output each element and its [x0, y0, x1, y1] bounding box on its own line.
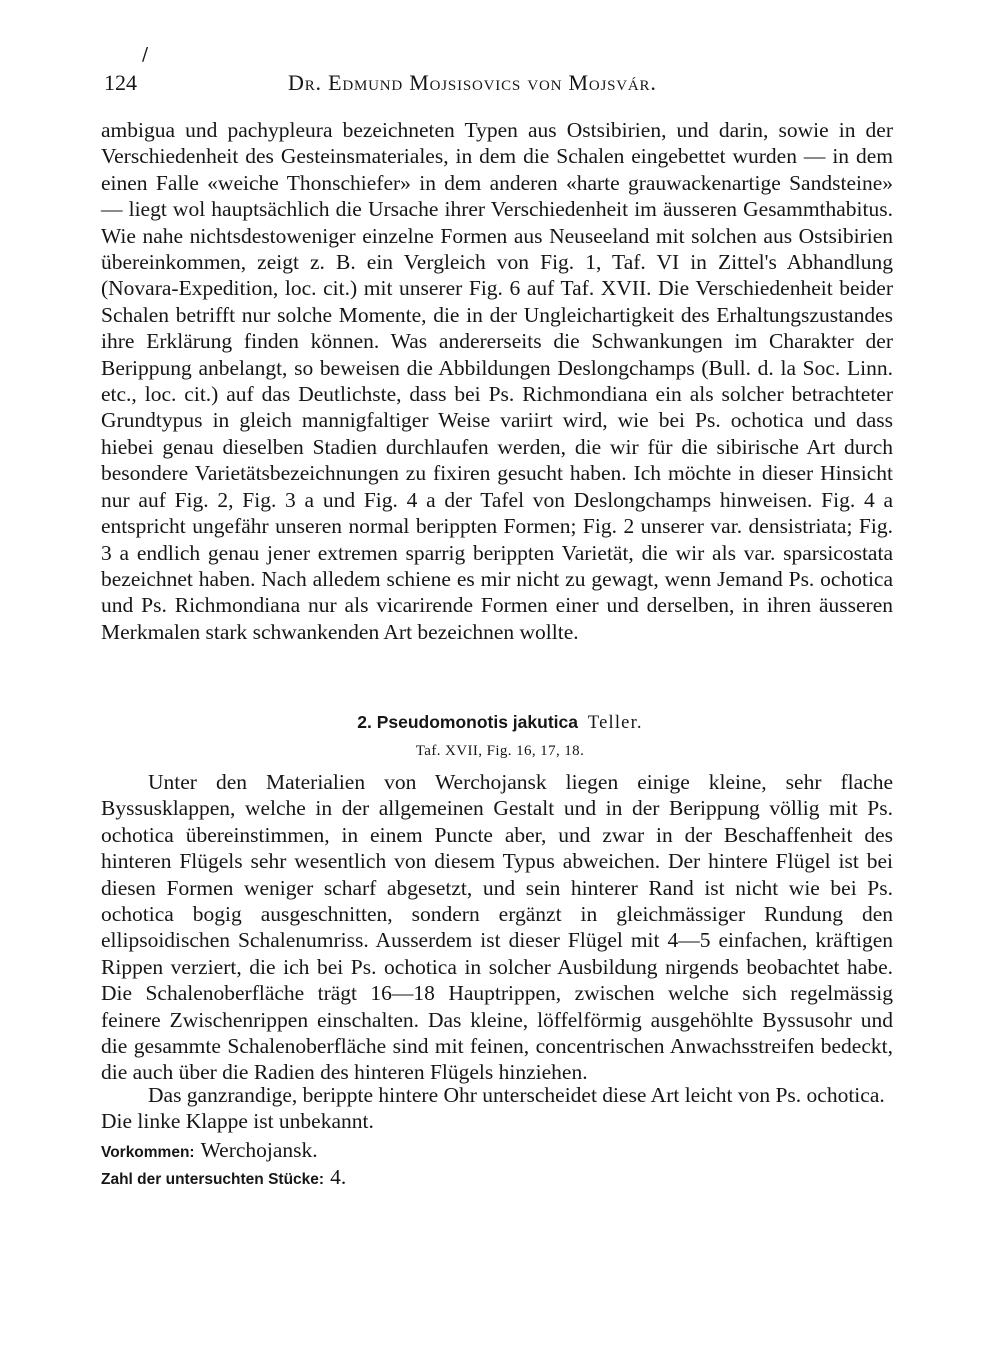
paragraph-continued: ambigua und pachypleura bezeichneten Typen aus Ostsibirien, und darin, sowie in der Verschiedenheit des Gesteinsmateriales, in dem die Schalen eingebettet wurden — in dem einen Falle «weiche Thonschiefer» in dem anderen «harte grauwackenartige Sandsteine» — liegt wol hauptsächlich die Ursache ihrer Verschiedenheit im äusseren Gesammthabitus. Wie nahe nichtsdestoweniger einzelne Formen aus Neuseeland mit solchen aus Ostsibirien übereinkommen, zeigt z. B. ein Vergleich von Fig. 1, Taf. VI in Zittel's Abhandlung (Novara-Expedition, loc. cit.) mit unserer Fig. 6 auf Taf. XVII. Die Verschiedenheit beider Schalen betrifft nur solche Momente, die in der Ungleichartigkeit des Erhaltungszustandes ihre Erklärung finden können. Was andererseits die Schwankungen im Charakter der Berippung anbelangt, so beweisen die Abbildungen Deslongchamps (Bull. d. la Soc. Linn. etc., loc. cit.) auf das Deutlichste, dass bei Ps. Richmondiana ein als solcher betrachteter Grundtypus in gleich mannigfaltiger Weise variirt wird, wie bei Ps. ochotica und dass hiebei genau dieselben Stadien durchlaufen werden, die wir für die sibirische Art durch besondere Varietätsbezeichnungen zu fixiren gesucht haben. Ich möchte in dieser Hinsicht nur auf Fig. 2, Fig. 3 a und Fig. 4 a der Tafel von Deslongchamps hinweisen. Fig. 4 a entspricht ungefähr unseren normal berippten Formen; Fig. 2 unserer var. densistriata; Fig. 3 a endlich genau jener extremen sparrig berippten Varietät, die wir als var. sparsicostata bezeichnet haben. Nach alledem schiene es mir nicht zu gewagt, wenn Jemand Ps. ochotica und Ps. Richmondiana nur als vicarirende Formen einer und derselben, in ihren äusseren Merkmalen stark schwankenden Art bezeichnen wollte.	[101, 118, 893, 644]
specimen-count-label: Zahl der untersuchten Stücke:	[101, 1171, 325, 1188]
distinction-paragraph: Das ganzrandige, berippte hintere Ohr unterscheidet diese Art leicht von Ps. ochotica. Die linke Klappe ist unbekannt.	[101, 1083, 885, 1134]
running-title: Dr. Edmund Mojsisovics von Mojsvár.	[288, 70, 657, 95]
page-number: 124	[104, 70, 137, 95]
section-heading	[0, 712, 1000, 734]
plate-reference: Taf. XVII, Fig. 16, 17, 18.	[415, 743, 585, 759]
description-paragraph: Unter den Materialien von Werchojansk liegen einige kleine, sehr flache Byssusklappen, welche in der allgemeinen Gestalt und in der Berippung völlig mit Ps. ochotica übereinstimmen, in einem Puncte aber, und zwar in der Beschaffenheit des hinteren Flügels sehr wesentlich von diesem Typus abweichen. Der hintere Flügel ist bei diesen Formen weniger scharf abgesetzt, und sein hinterer Rand ist nicht wie bei Ps. ochotica bogig ausgeschnitten, sondern ergänzt in gleichmässiger Rundung den ellipsoidischen Schalenumriss. Ausserdem ist dieser Flügel mit 4—5 einfachen, kräftigen Rippen verziert, die ich bei Ps. ochotica in solcher Ausbildung nirgends beobachtet habe. Die Schalenoberfläche trägt 16—18 Hauptrippen, zwischen welche sich regelmässig feinere Zwischenrippen einschalten. Das kleine, löffelförmig ausgehöhlte Byssusohr und die gesammte Schalenoberfläche sind mit feinen, concentrischen Anwachsstreifen bedeckt, die auch über die Radien des hinteren Flügels hinziehen.	[101, 770, 893, 1085]
occurrence-label: Vorkommen:	[101, 1144, 195, 1161]
species-author: Teller.	[587, 713, 643, 733]
corner-mark: /	[142, 44, 149, 65]
specimen-count-line	[101, 1164, 893, 1193]
occurrence-line	[101, 1137, 893, 1166]
species-name: 2. Pseudomonotis jakutica	[357, 712, 578, 732]
page-header	[100, 66, 900, 100]
occurrence-value: Werchojansk.	[200, 1138, 318, 1162]
specimen-count-value: 4.	[330, 1165, 347, 1189]
